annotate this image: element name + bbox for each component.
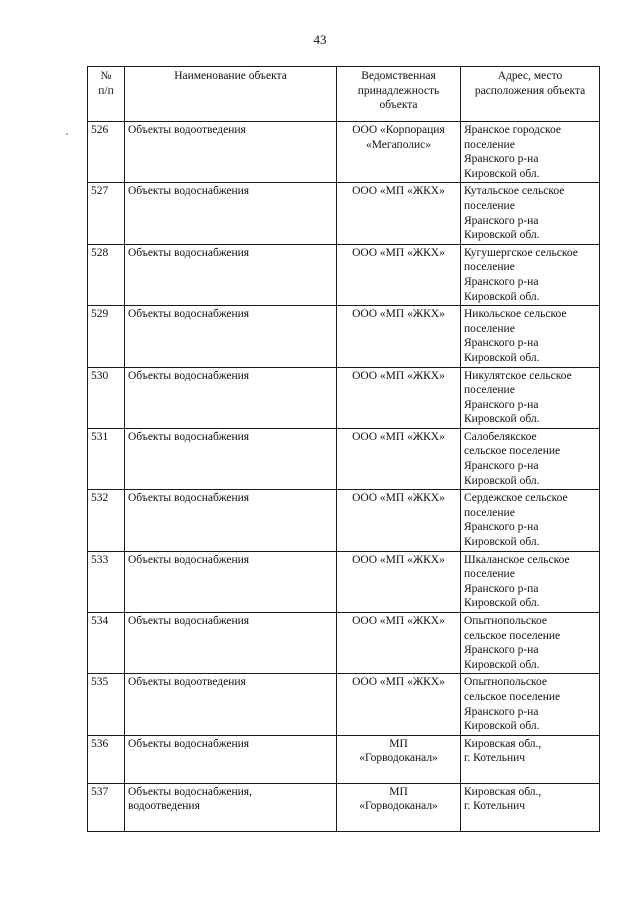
- cell-line: МП: [389, 737, 408, 750]
- cell-line: Кировской обл.: [464, 413, 540, 426]
- cell-line: Шкаланское сельское: [464, 553, 570, 566]
- object-owner: [337, 674, 461, 735]
- cell-line: Яранского р-на: [464, 214, 539, 227]
- cell-line: Салобелякское: [464, 430, 537, 443]
- cell-line: ООО «МП «ЖКХ»: [352, 615, 445, 627]
- cell-line: Кировской обл.: [464, 351, 540, 364]
- object-name: [125, 244, 337, 305]
- object-owner: [337, 367, 461, 428]
- object-address: [461, 490, 600, 551]
- object-address: [461, 122, 600, 183]
- cell-line: Объекты водоснабжения: [128, 246, 250, 259]
- object-address: [461, 183, 600, 244]
- cell-line: Кировской обл.: [464, 229, 540, 242]
- cell-line: Кировской обл.: [464, 290, 540, 303]
- object-owner: [337, 428, 461, 489]
- cell-line: Кировской обл.: [464, 536, 540, 549]
- row-number: 533: [88, 551, 125, 612]
- table-row: [88, 490, 600, 551]
- row-number: 532: [88, 490, 125, 551]
- row-number: 536: [88, 735, 125, 783]
- cell-line: объекта: [379, 99, 418, 112]
- cell-line: поселение: [464, 568, 515, 581]
- header-owner: [337, 67, 461, 122]
- cell-line: Объекты водоснабжения: [128, 369, 250, 382]
- table-row: [88, 613, 600, 674]
- header-address: [461, 67, 600, 122]
- table-row: [88, 783, 600, 831]
- cell-line: Кировской обл.: [464, 167, 540, 180]
- row-number: 535: [88, 674, 125, 735]
- object-owner: [337, 551, 461, 612]
- cell-line: Опытнопольское: [464, 615, 547, 627]
- table-row: [88, 367, 600, 428]
- cell-line: Объекты водоснабжения: [128, 492, 250, 505]
- cell-line: поселение: [464, 138, 515, 151]
- row-number: 527: [88, 183, 125, 244]
- cell-line: г. Котельнич: [464, 800, 526, 813]
- header-name: [125, 67, 337, 122]
- object-name: [125, 428, 337, 489]
- cell-line: Никольское сельское: [464, 308, 567, 321]
- object-name: [125, 183, 337, 244]
- row-number: 531: [88, 428, 125, 489]
- cell-line: Кутальское сельское: [464, 185, 565, 198]
- object-address: [461, 244, 600, 305]
- cell-line: Яранского р-на: [464, 153, 539, 166]
- cell-line: «Мегаполис»: [365, 138, 432, 151]
- cell-line: ООО «МП «ЖКХ»: [352, 308, 445, 321]
- cell-line: Яранского р-на: [464, 644, 539, 657]
- cell-line: Объекты водоснабжения,: [128, 785, 252, 798]
- object-name: [125, 735, 337, 783]
- scan-dot: [66, 133, 68, 135]
- cell-line: ООО «МП «ЖКХ»: [352, 246, 445, 259]
- row-number: 530: [88, 367, 125, 428]
- object-name: [125, 306, 337, 367]
- table-body: [88, 122, 600, 832]
- object-address: [461, 367, 600, 428]
- object-address: [461, 551, 600, 612]
- cell-line: Яранского р-на: [464, 398, 539, 411]
- cell-line: Яранского р-на: [464, 275, 539, 288]
- cell-line: сельское поселение: [464, 690, 561, 703]
- row-number: 537: [88, 783, 125, 831]
- cell-line: Никулятское сельское: [464, 369, 572, 382]
- cell-line: Объекты водоснабжения: [128, 737, 250, 750]
- cell-line: Яранское городское: [464, 124, 561, 136]
- row-number: 528: [88, 244, 125, 305]
- cell-line: ООО «МП «ЖКХ»: [352, 430, 445, 443]
- cell-line: Объекты водоснабжения: [128, 430, 250, 443]
- object-address: [461, 735, 600, 783]
- cell-line: расположения объекта: [474, 84, 586, 97]
- cell-line: поселение: [464, 506, 515, 519]
- cell-line: поселение: [464, 384, 515, 397]
- cell-line: Объекты водоотведения: [128, 124, 246, 136]
- object-owner: [337, 183, 461, 244]
- cell-line: Ведомственная: [361, 70, 436, 82]
- cell-line: Кировская обл.,: [464, 785, 542, 798]
- row-number: 534: [88, 613, 125, 674]
- cell-line: Кировская обл.,: [464, 737, 542, 750]
- row-number: 529: [88, 306, 125, 367]
- object-name: [125, 783, 337, 831]
- cell-line: Кировской обл.: [464, 658, 540, 671]
- cell-line: Кировской обл.: [464, 597, 540, 610]
- cell-line: г. Котельнич: [464, 752, 526, 765]
- object-name: [125, 367, 337, 428]
- cell-line: ООО «МП «ЖКХ»: [352, 553, 445, 566]
- cell-line: Яранского р-на: [464, 460, 539, 473]
- cell-line: Объекты водоснабжения: [128, 553, 250, 566]
- cell-line: ООО «МП «ЖКХ»: [352, 676, 445, 689]
- table-row: [88, 306, 600, 367]
- cell-line: Адрес, место: [497, 70, 563, 82]
- object-address: [461, 674, 600, 735]
- cell-line: №: [100, 70, 112, 82]
- table-row: [88, 674, 600, 735]
- table-row: [88, 551, 600, 612]
- object-owner: [337, 306, 461, 367]
- row-number: 526: [88, 122, 125, 183]
- cell-line: «Горводоканал»: [359, 752, 438, 765]
- object-owner: [337, 490, 461, 551]
- cell-line: Яранского р-на: [464, 337, 539, 350]
- page-number: 43: [313, 32, 327, 47]
- objects-table: [87, 66, 600, 832]
- table-header-row: [88, 67, 600, 122]
- object-address: [461, 306, 600, 367]
- object-name: [125, 674, 337, 735]
- table-row: [88, 428, 600, 489]
- cell-line: поселение: [464, 199, 515, 212]
- cell-line: ООО «МП «ЖКХ»: [352, 369, 445, 382]
- table-row: [88, 183, 600, 244]
- cell-line: ООО «МП «ЖКХ»: [352, 185, 445, 198]
- cell-line: п/п: [98, 84, 114, 97]
- object-name: [125, 490, 337, 551]
- object-name: [125, 613, 337, 674]
- cell-line: Объекты водоснабжения: [128, 308, 250, 321]
- cell-line: поселение: [464, 261, 515, 274]
- table-row: [88, 244, 600, 305]
- cell-line: Яранского р-на: [464, 521, 539, 534]
- object-owner: [337, 613, 461, 674]
- cell-line: Сердежское сельское: [464, 492, 568, 505]
- object-owner: [337, 735, 461, 783]
- cell-line: Опытнопольское: [464, 676, 547, 689]
- cell-line: Кировской обл.: [464, 720, 540, 733]
- object-owner: [337, 244, 461, 305]
- object-address: [461, 783, 600, 831]
- object-owner: [337, 122, 461, 183]
- cell-line: Объекты водоотведения: [128, 676, 246, 689]
- cell-line: МП: [389, 785, 408, 798]
- cell-line: ООО «МП «ЖКХ»: [352, 492, 445, 505]
- cell-line: Кировской обл.: [464, 474, 540, 487]
- cell-line: «Горводоканал»: [359, 800, 438, 813]
- cell-line: сельское поселение: [464, 445, 561, 458]
- object-address: [461, 428, 600, 489]
- cell-line: Наименование объекта: [174, 70, 287, 82]
- cell-line: Кугушергское сельское: [464, 246, 578, 259]
- table-row: [88, 735, 600, 783]
- cell-line: ООО «Корпорация: [352, 124, 445, 136]
- cell-line: Яранского р-на: [464, 705, 539, 718]
- cell-line: водоотведения: [128, 800, 200, 813]
- header-num: [88, 67, 125, 122]
- object-address: [461, 613, 600, 674]
- object-name: [125, 551, 337, 612]
- cell-line: поселение: [464, 322, 515, 335]
- table-row: [88, 122, 600, 183]
- cell-line: Объекты водоснабжения: [128, 615, 250, 627]
- cell-line: Объекты водоснабжения: [128, 185, 250, 198]
- cell-line: принадлежность: [357, 84, 440, 97]
- object-owner: [337, 783, 461, 831]
- object-name: [125, 122, 337, 183]
- cell-line: Яранского р-па: [464, 582, 539, 595]
- cell-line: сельское поселение: [464, 629, 561, 642]
